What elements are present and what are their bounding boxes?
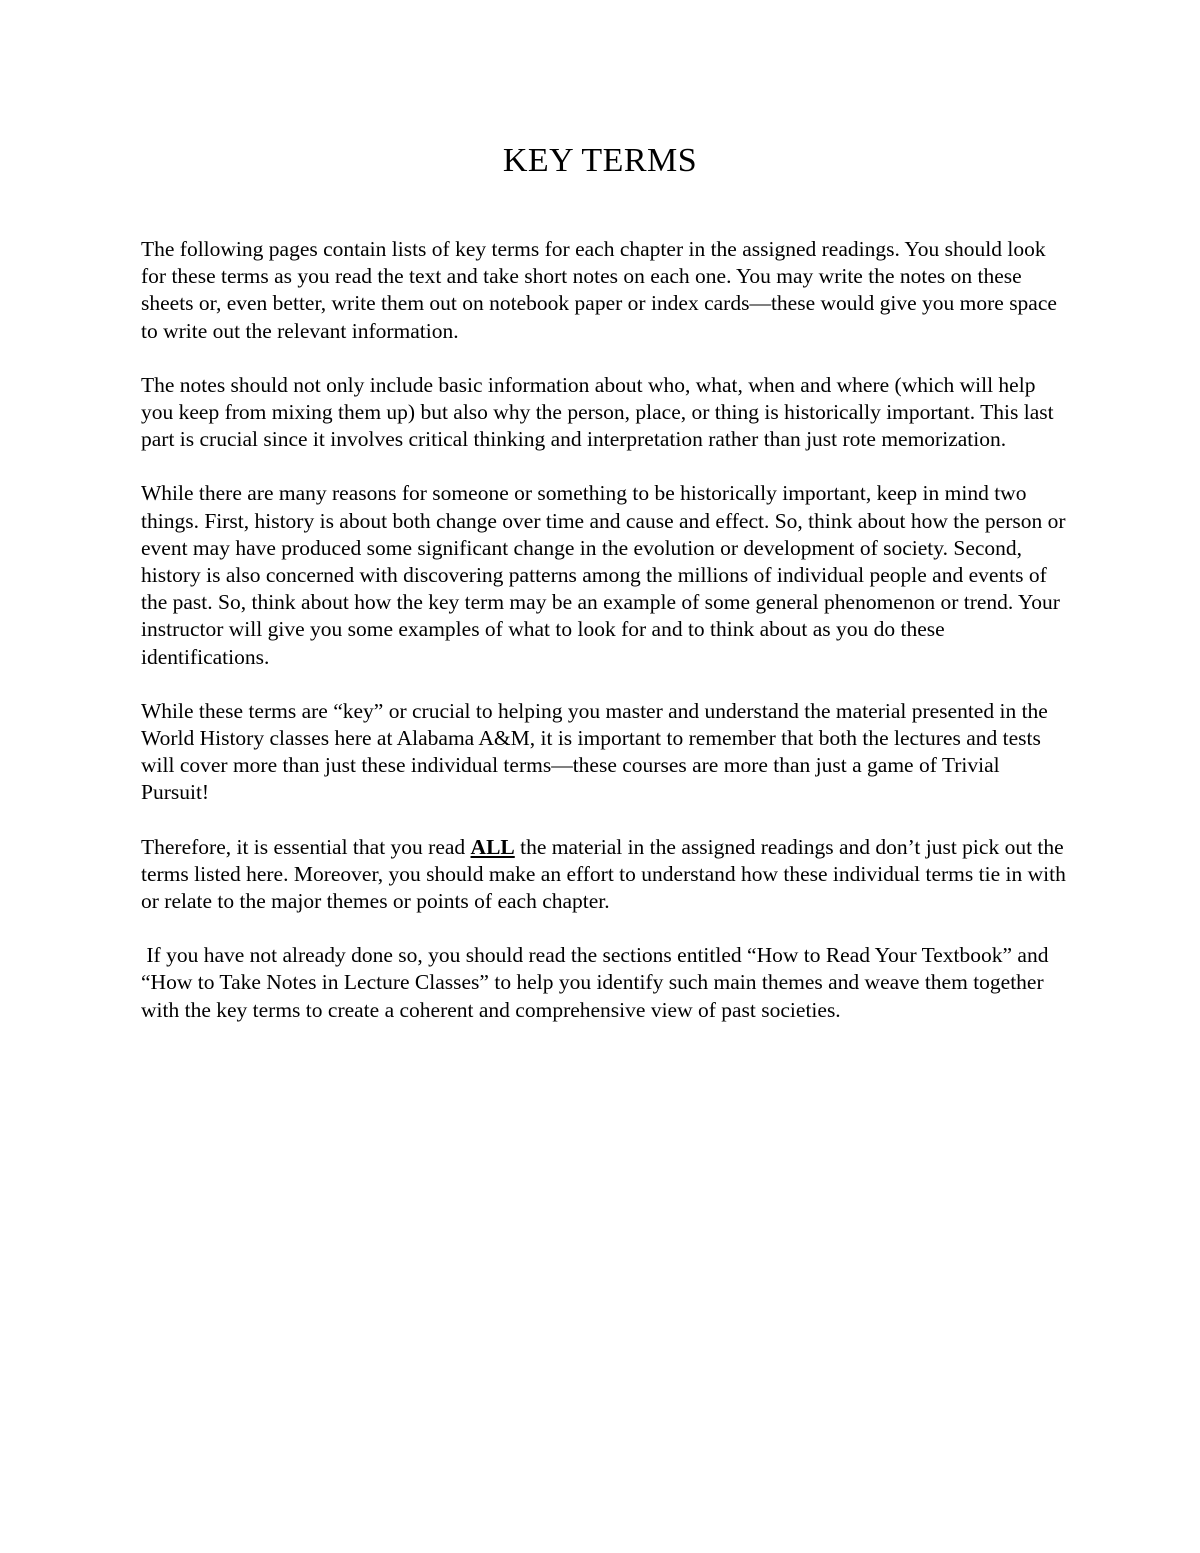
paragraph-read-all-after: the material in the assigned readings and don’t just pick out the terms listed here. Moreover, you should make an effort to understand how these individual terms tie in with or relate to the major themes or points of each chapter. xyxy=(141,834,1066,914)
paragraph-read-all xyxy=(141,834,1066,916)
page-title: KEY TERMS xyxy=(502,142,698,179)
paragraph-intro: The following pages contain lists of key terms for each chapter in the assigned readings. You should look for these terms as you read the text and take short notes on each one. You may write the notes on these sheets or, even better, write them out on notebook paper or index cards—these would give you more space to write out the relevant information. xyxy=(141,237,1057,343)
paragraph-importance: While there are many reasons for someone or something to be historically important, keep in mind two things. First, history is about both change over time and cause and effect. So, think about how the person or event may have produced some significant change in the evolution or development of society. Second, history is also concerned with discovering patterns among the millions of individual people and events of the past. So, think about how the key term may be an example of some general phenomenon or trend. Your instructor will give you some examples of what to look for and to think about as you do these identifications. xyxy=(141,481,1066,669)
emphasis-all: ALL xyxy=(470,834,515,859)
paragraph-notes: The notes should not only include basic information about who, what, when and where (which will help you keep from mixing them up) but also why the person, place, or thing is historically important. This last part is crucial since it involves critical thinking and interpretation rather than just rote memorization. xyxy=(141,372,1054,452)
paragraph-key-meaning: While these terms are “key” or crucial to helping you master and understand the material presented in the World History classes here at Alabama A&M, it is important to remember that both the lectures and tests will cover more than just these individual terms—these courses are more than just a game of Trivial Pursuit! xyxy=(141,698,1048,805)
document-body xyxy=(141,236,1066,1051)
paragraph-read-all-before: Therefore, it is essential that you read xyxy=(141,834,471,859)
paragraph-further-reading: If you have not already done so, you should read the sections entitled “How to Read Your Textbook” and “How to Take Notes in Lecture Classes” to help you identify such main themes and weave them together with the key terms to create a coherent and comprehensive view of past societies. xyxy=(141,943,1054,1022)
